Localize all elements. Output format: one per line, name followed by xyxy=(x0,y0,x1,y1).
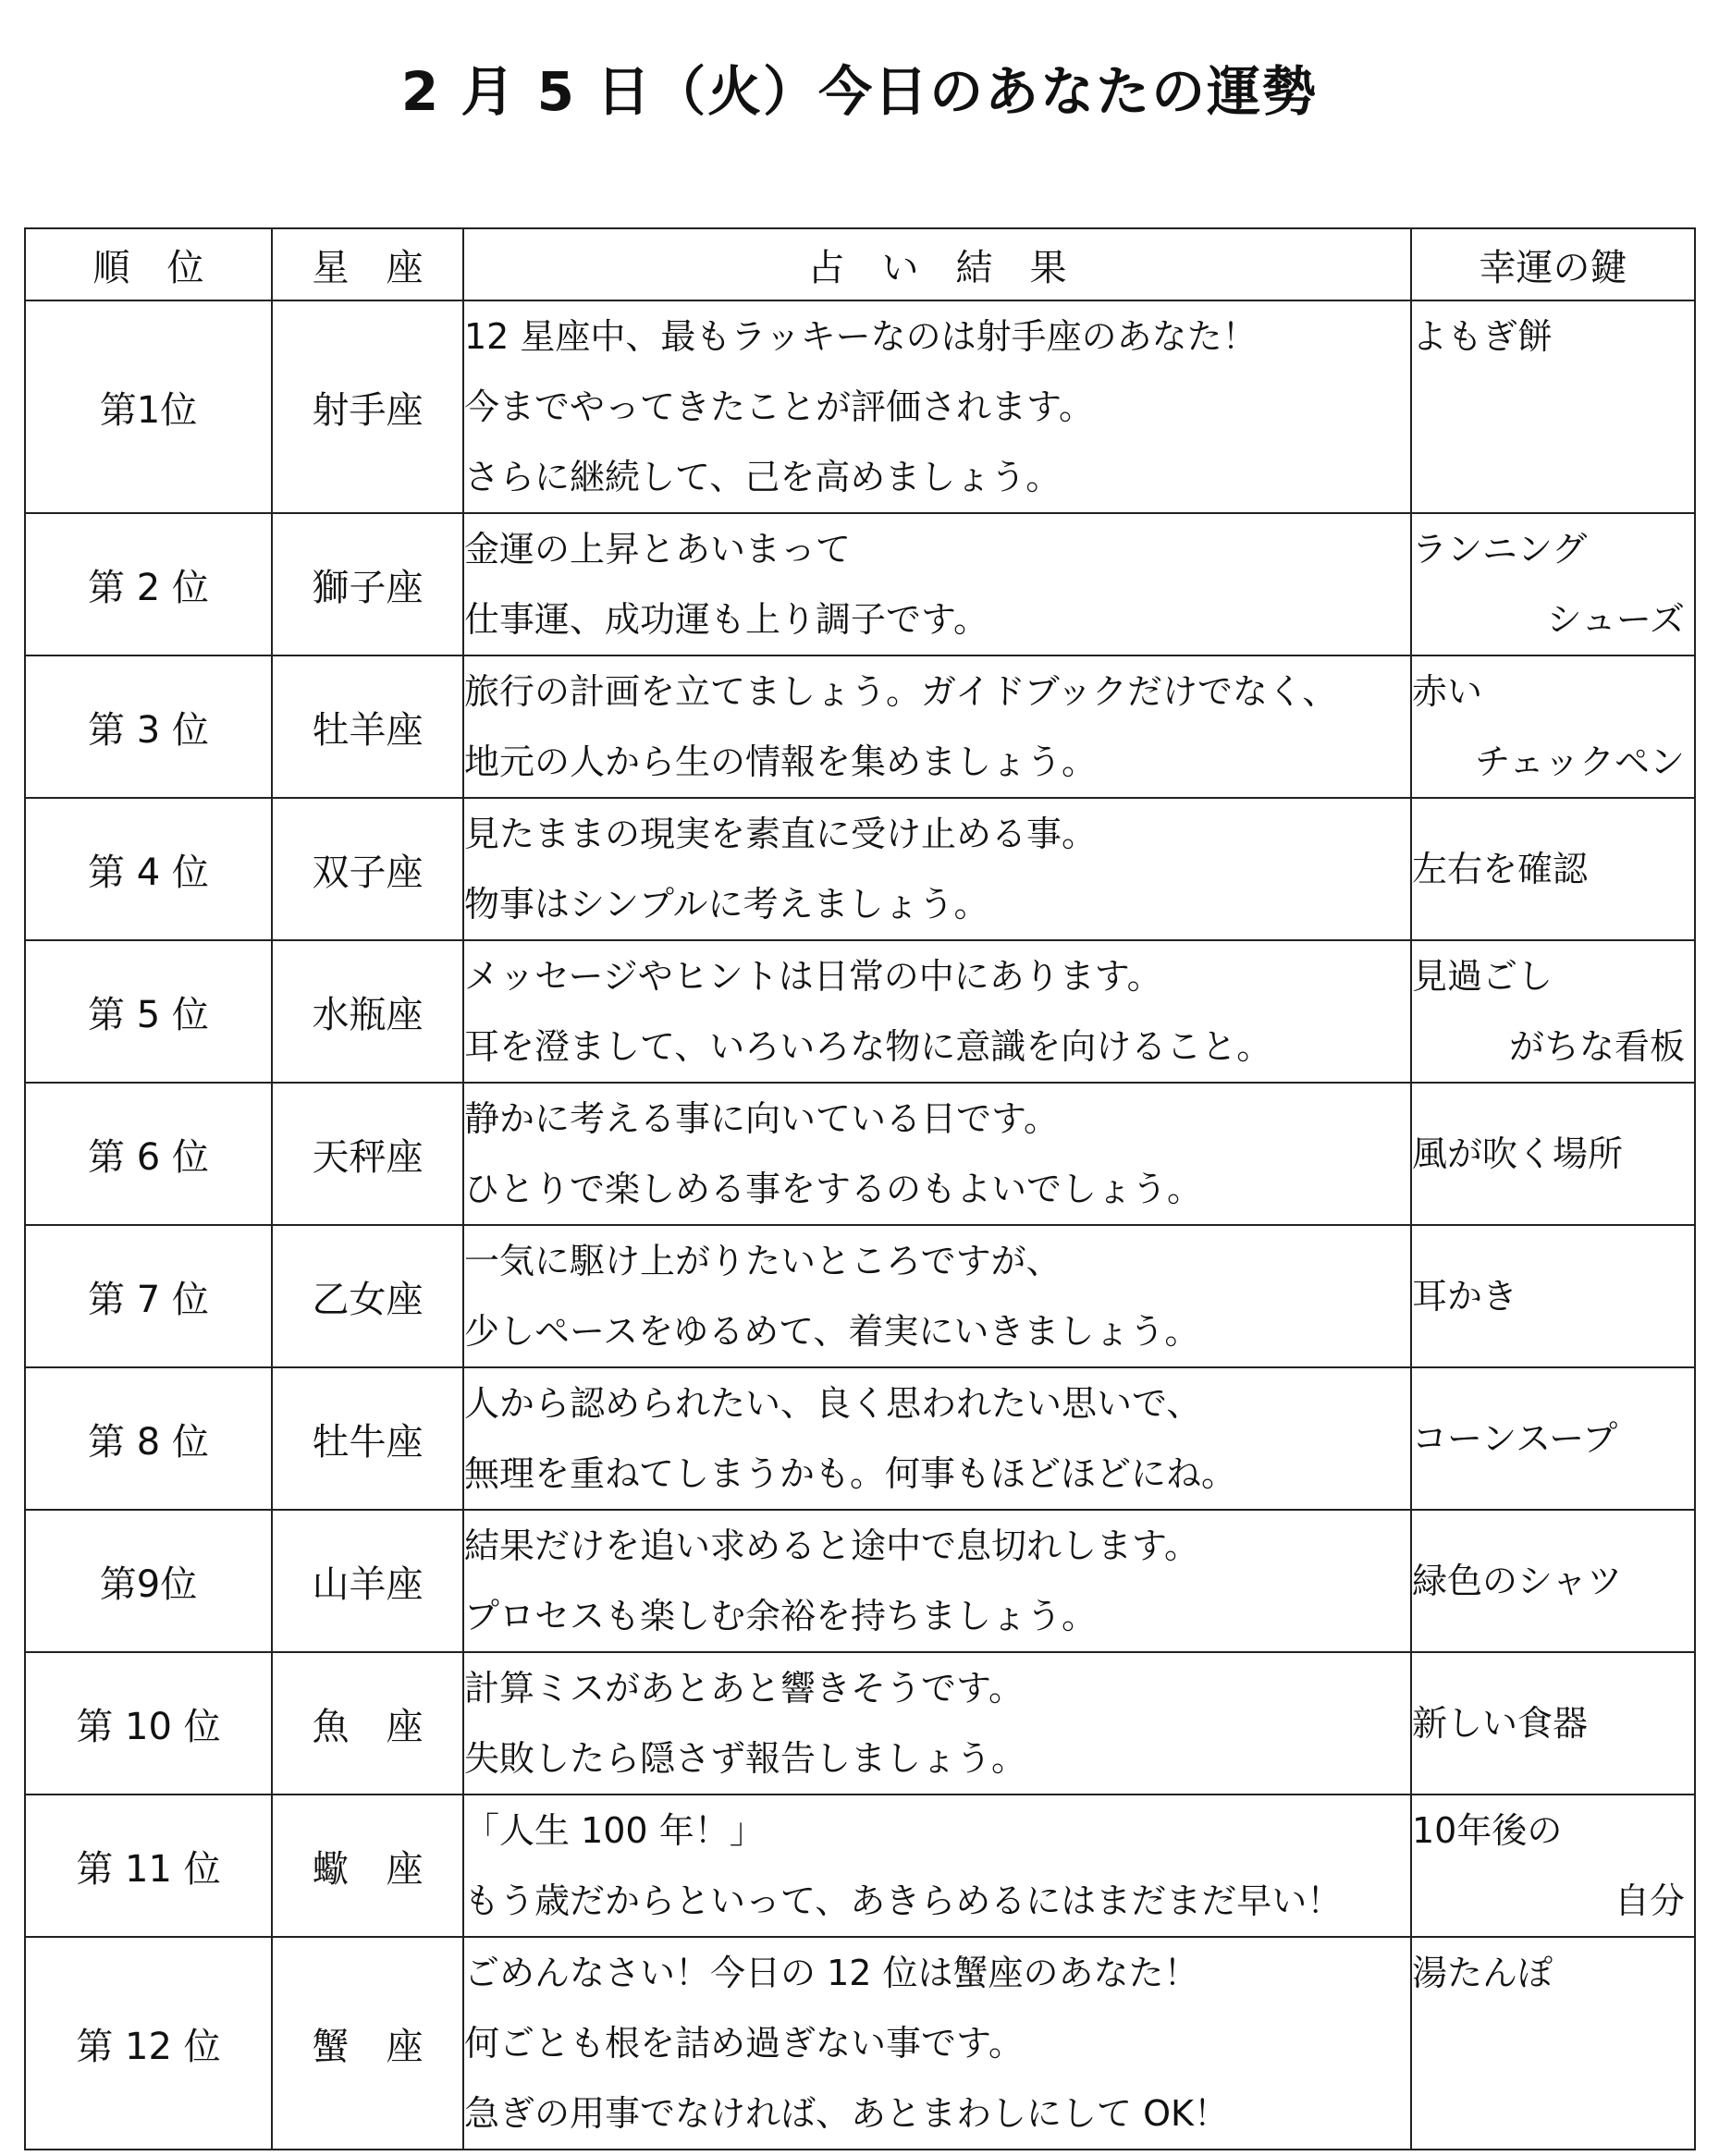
fortune-text-line: 急ぎの用事でなければ、あとまわしにして OK！ xyxy=(464,2093,1229,2134)
fortune-result-cell xyxy=(463,513,1411,655)
lucky-key-text: 赤い xyxy=(1412,671,1483,712)
lucky-key-text: 風が吹く場所 xyxy=(1412,1133,1624,1174)
fortune-text-line: 少しペースをゆるめて、着実にいきましょう。 xyxy=(464,1311,1200,1352)
zodiac-sign-cell: 獅子座 xyxy=(272,513,463,655)
lucky-key-text: コーンスープ xyxy=(1412,1418,1618,1459)
lucky-key-cell xyxy=(1411,1510,1695,1652)
rank-cell: 第 2 位 xyxy=(25,513,272,655)
fortune-text-line: 見たままの現実を素直に受け止める事。 xyxy=(464,814,1098,854)
table-row xyxy=(25,513,1695,655)
fortune-table xyxy=(24,227,1696,2150)
zodiac-sign-cell: 双子座 xyxy=(272,798,463,940)
lucky-key-cell xyxy=(1411,798,1695,940)
fortune-result-cell xyxy=(463,1083,1411,1225)
rank-cell: 第 8 位 xyxy=(25,1367,272,1510)
lucky-key-text: ランニング xyxy=(1412,529,1588,570)
lucky-key-cell xyxy=(1411,655,1695,798)
fortune-text-line: もう歳だからといって、あきらめるにはまだまだ早い！ xyxy=(464,1880,1343,1921)
lucky-key-text: 自分 xyxy=(1614,1880,1685,1921)
lucky-key-text: 湯たんぽ xyxy=(1412,1953,1553,1993)
zodiac-sign-cell: 蟹 座 xyxy=(272,1937,463,2150)
lucky-key-cell xyxy=(1411,1367,1695,1510)
header-sign: 星 座 xyxy=(272,228,463,300)
fortune-text-line: 一気に駆け上がりたいところですが、 xyxy=(464,1241,1062,1281)
fortune-text-line: 12 星座中、最もラッキーなのは射手座のあなた！ xyxy=(464,316,1258,357)
rank-cell: 第1位 xyxy=(25,300,272,513)
table-row xyxy=(25,1367,1695,1510)
lucky-key-cell xyxy=(1411,1225,1695,1367)
zodiac-sign-cell: 天秤座 xyxy=(272,1083,463,1225)
fortune-text-line: 仕事運、成功運も上り調子です。 xyxy=(464,599,988,640)
rank-cell: 第 7 位 xyxy=(25,1225,272,1367)
table-row xyxy=(25,1225,1695,1367)
lucky-key-text: よもぎ餅 xyxy=(1412,316,1553,357)
fortune-text-line: 何ごとも根を詰め過ぎない事です。 xyxy=(464,2023,1024,2064)
rank-cell: 第 5 位 xyxy=(25,940,272,1083)
lucky-key-cell xyxy=(1411,1795,1695,1937)
fortune-text-line: 計算ミスがあとあと響きそうです。 xyxy=(464,1668,1024,1709)
fortune-text-line: 物事はシンプルに考えましょう。 xyxy=(464,884,989,925)
fortune-text-line: 金運の上昇とあいまって xyxy=(464,529,852,570)
fortune-result-cell xyxy=(463,655,1411,798)
table-row xyxy=(25,655,1695,798)
lucky-key-cell xyxy=(1411,1652,1695,1795)
rank-cell: 第 4 位 xyxy=(25,798,272,940)
rank-cell: 第9位 xyxy=(25,1510,272,1652)
zodiac-sign-cell: 射手座 xyxy=(272,300,463,513)
lucky-key-text: シューズ xyxy=(1546,599,1685,640)
fortune-result-cell xyxy=(463,1652,1411,1795)
fortune-result-cell xyxy=(463,300,1411,513)
table-row xyxy=(25,798,1695,940)
rank-cell: 第 11 位 xyxy=(25,1795,272,1937)
header-row xyxy=(25,228,1695,300)
fortune-result-cell xyxy=(463,1367,1411,1510)
lucky-key-text: チェックペン xyxy=(1475,741,1685,782)
fortune-text-line: 結果だけを追い求めると途中で息切れします。 xyxy=(464,1525,1199,1566)
table-row xyxy=(25,1937,1695,2150)
fortune-text-line: 無理を重ねてしまうかも。何事もほどほどにね。 xyxy=(464,1453,1237,1494)
lucky-key-cell xyxy=(1411,513,1695,655)
fortune-text-line: 耳を澄まして、いろいろな物に意識を向けること。 xyxy=(464,1026,1272,1067)
page-title: 2 月 5 日（火）今日のあなたの運勢 xyxy=(400,60,1319,123)
zodiac-sign-cell: 山羊座 xyxy=(272,1510,463,1652)
zodiac-sign-cell: 乙女座 xyxy=(272,1225,463,1367)
lucky-key-cell xyxy=(1411,300,1695,513)
fortune-text-line: 「人生 100 年！」 xyxy=(464,1810,765,1851)
header-lucky-key: 幸運の鍵 xyxy=(1411,228,1695,300)
fortune-text-line: 人から認められたい、良く思われたい思いで、 xyxy=(464,1383,1202,1424)
fortune-text-line: ごめんなさい！今日の 12 位は蟹座のあなた！ xyxy=(464,1953,1199,1993)
lucky-key-text: がちな看板 xyxy=(1508,1026,1685,1067)
fortune-result-cell xyxy=(463,1510,1411,1652)
lucky-key-text: 耳かき xyxy=(1412,1276,1518,1317)
fortune-text-line: さらに継続して、己を高めましょう。 xyxy=(464,457,1062,497)
table-row xyxy=(25,1083,1695,1225)
lucky-key-cell xyxy=(1411,1083,1695,1225)
fortune-result-cell xyxy=(463,798,1411,940)
fortune-result-cell xyxy=(463,1795,1411,1937)
lucky-key-cell xyxy=(1411,1937,1695,2150)
lucky-key-text: 10年後の xyxy=(1412,1810,1563,1851)
zodiac-sign-cell: 牡牛座 xyxy=(272,1367,463,1510)
zodiac-sign-cell: 魚 座 xyxy=(272,1652,463,1795)
fortune-result-cell xyxy=(463,1937,1411,2150)
table-row xyxy=(25,300,1695,513)
fortune-result-cell xyxy=(463,1225,1411,1367)
lucky-key-text: 見過ごし xyxy=(1412,956,1553,997)
lucky-key-text: 新しい食器 xyxy=(1412,1703,1589,1744)
fortune-text-line: プロセスも楽しむ余裕を持ちましょう。 xyxy=(464,1596,1098,1636)
lucky-key-text: 緑色のシャツ xyxy=(1412,1561,1623,1601)
fortune-result-cell xyxy=(463,940,1411,1083)
fortune-text-line: 静かに考える事に向いている日です。 xyxy=(464,1098,1059,1139)
table-row xyxy=(25,940,1695,1083)
zodiac-sign-cell: 牡羊座 xyxy=(272,655,463,798)
zodiac-sign-cell: 蠍 座 xyxy=(272,1795,463,1937)
header-result: 占 い 結 果 xyxy=(463,228,1411,300)
fortune-text-line: ひとりで楽しめる事をするのもよいでしょう。 xyxy=(464,1169,1203,1209)
fortune-text-line: 地元の人から生の情報を集めましょう。 xyxy=(464,741,1098,782)
rank-cell: 第 3 位 xyxy=(25,655,272,798)
lucky-key-text: 左右を確認 xyxy=(1412,849,1589,889)
fortune-text-line: 旅行の計画を立てましょう。ガイドブックだけでなく、 xyxy=(464,671,1338,712)
rank-cell: 第 12 位 xyxy=(25,1937,272,2150)
header-rank: 順 位 xyxy=(25,228,272,300)
fortune-text-line: 失敗したら隠さず報告しましょう。 xyxy=(464,1738,1027,1779)
lucky-key-cell xyxy=(1411,940,1695,1083)
fortune-text-line: メッセージやヒントは日常の中にあります。 xyxy=(464,956,1162,997)
table-row xyxy=(25,1652,1695,1795)
table-row xyxy=(25,1510,1695,1652)
rank-cell: 第 6 位 xyxy=(25,1083,272,1225)
fortune-text-line: 今までやってきたことが評価されます。 xyxy=(464,386,1094,427)
zodiac-sign-cell: 水瓶座 xyxy=(272,940,463,1083)
table-row xyxy=(25,1795,1695,1937)
rank-cell: 第 10 位 xyxy=(25,1652,272,1795)
